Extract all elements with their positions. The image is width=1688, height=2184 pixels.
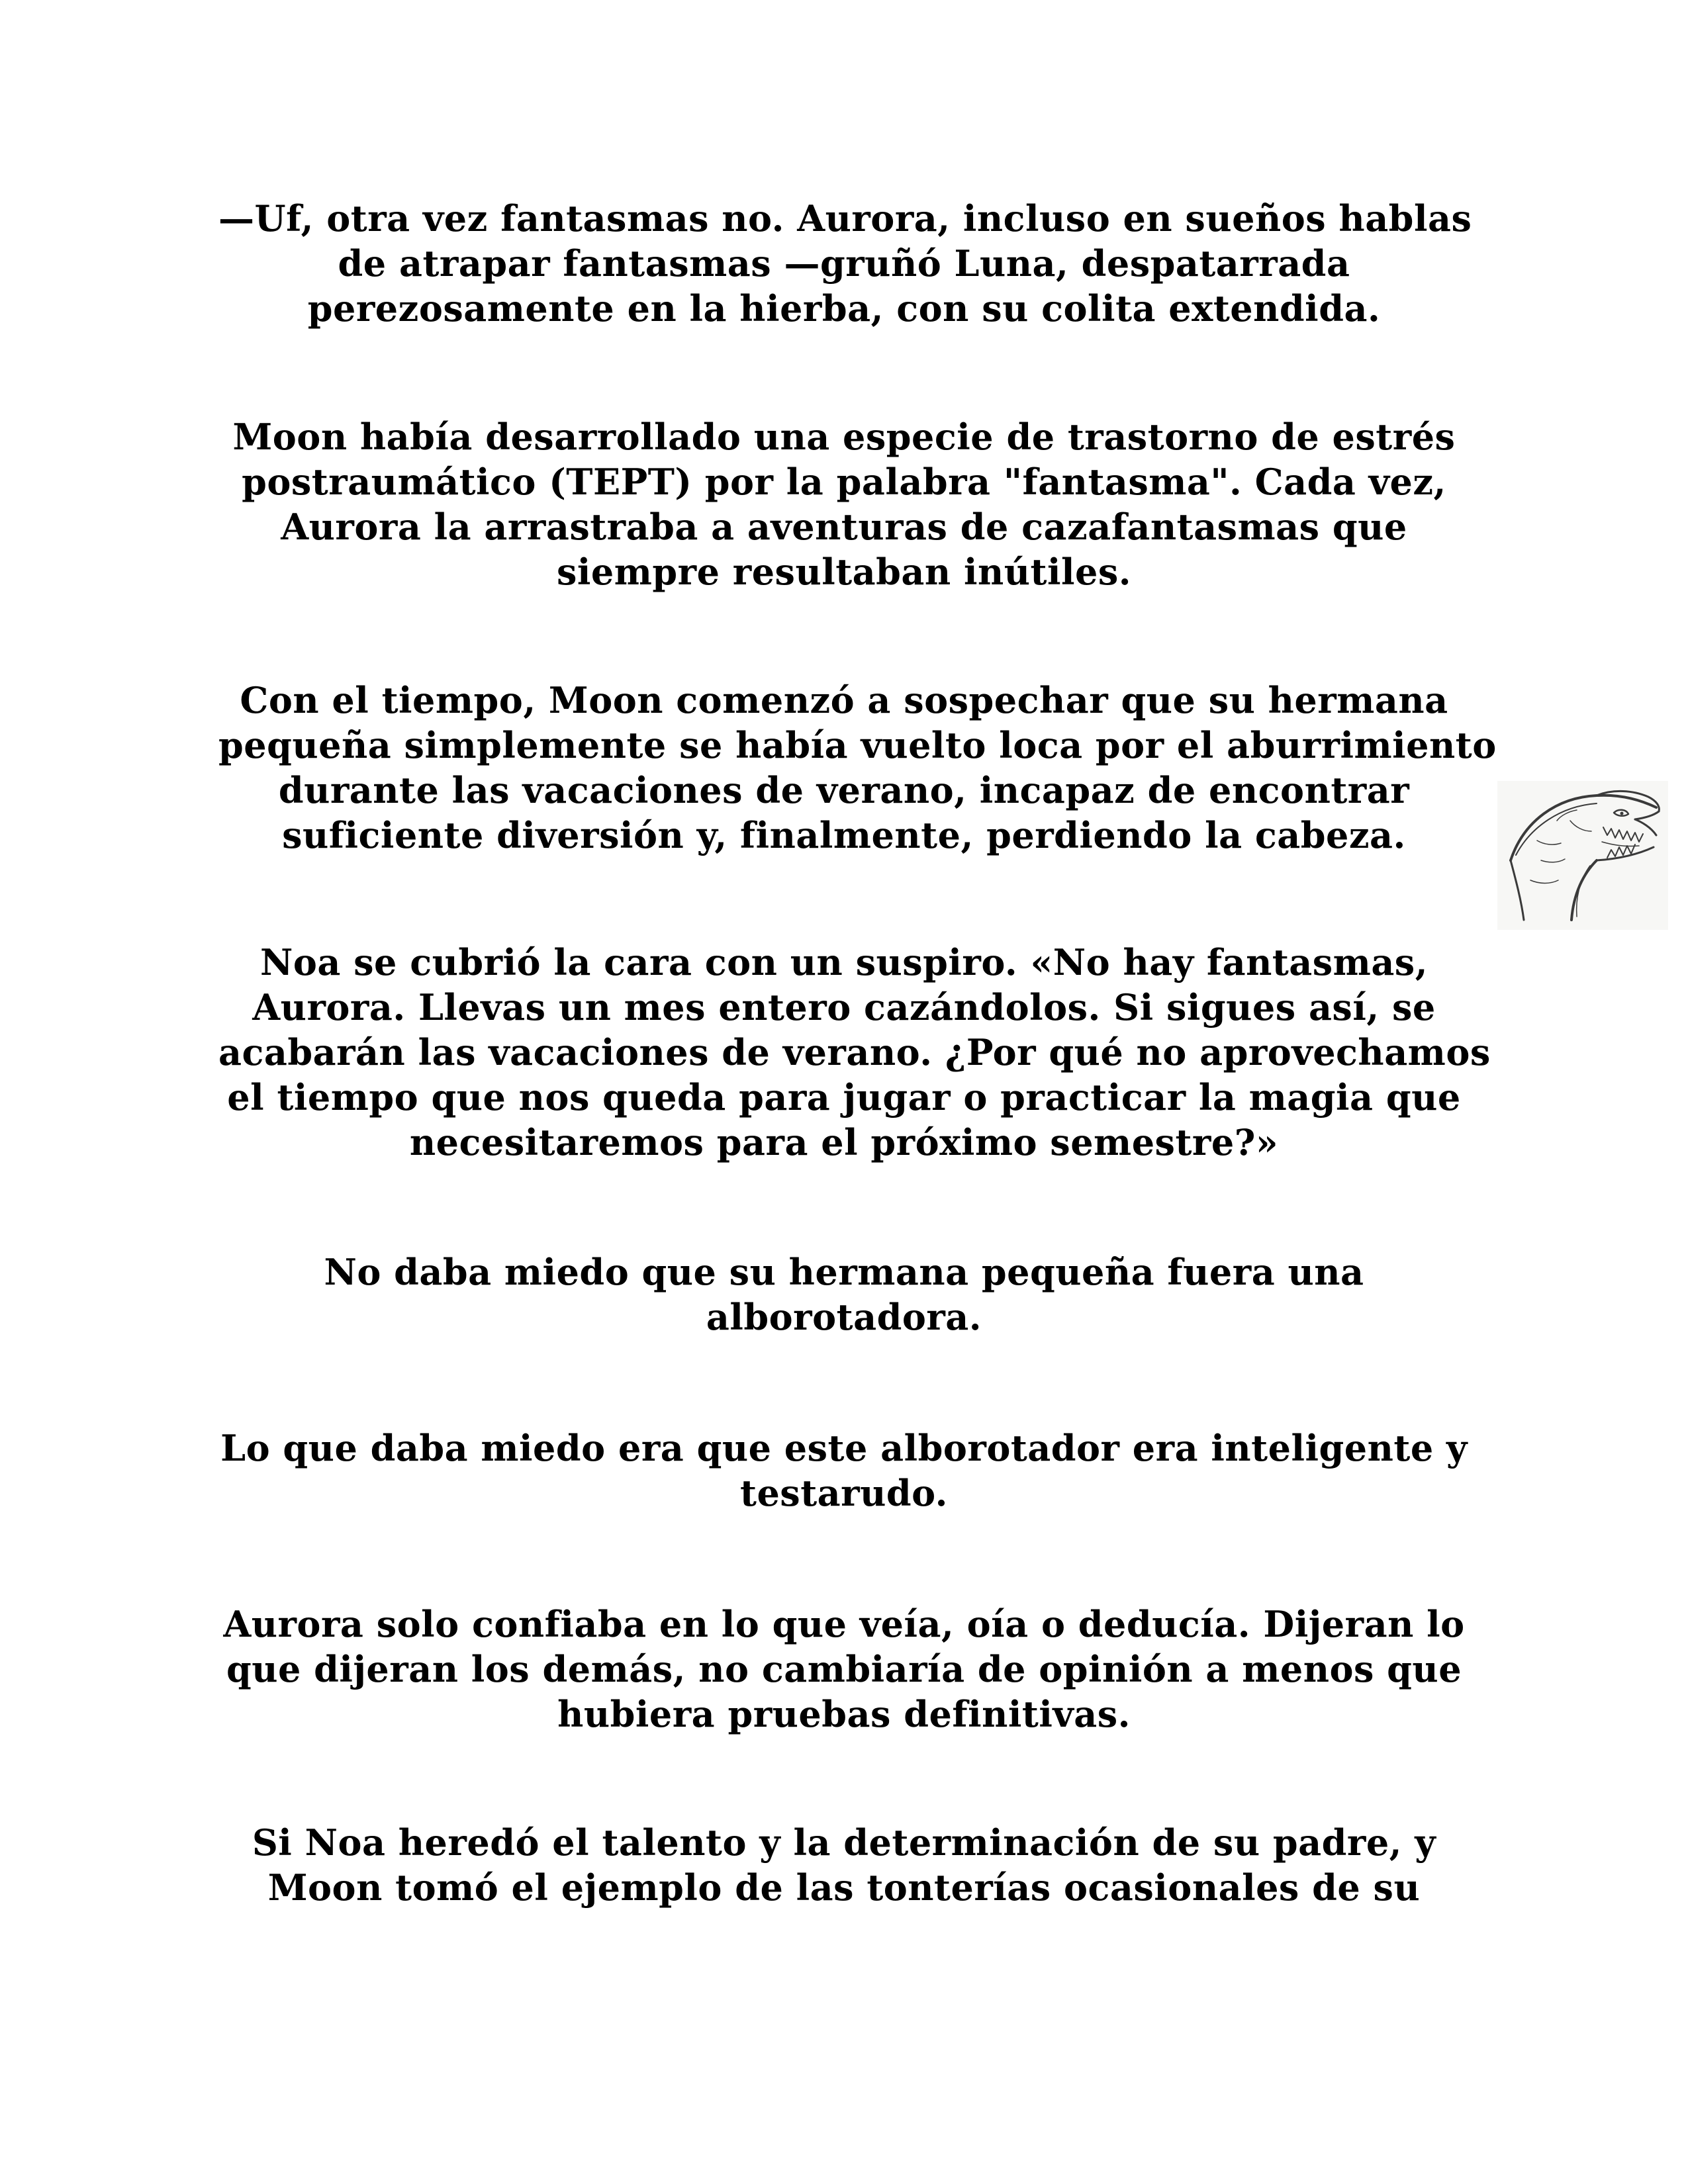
text-line: el tiempo que nos queda para jugar o practicar la magia que <box>227 1076 1461 1118</box>
text-line: —Uf, otra vez fantasmas no. Aurora, incluso en sueños hablas <box>218 197 1472 240</box>
paragraph-4 <box>218 940 1491 1165</box>
text-line: que dijeran los demás, no cambiaría de opinión a menos que <box>226 1648 1462 1690</box>
text-line: Moon había desarrollado una especie de trastorno de estrés <box>232 416 1456 458</box>
text-line: durante las vacaciones de verano, incapaz de encontrar <box>278 769 1410 811</box>
text-line: Noa se cubrió la cara con un suspiro. «No hay fantasmas, <box>259 941 1429 983</box>
text-line: siempre resultaban inútiles. <box>556 551 1132 593</box>
paragraph-3 <box>218 678 1497 858</box>
paragraph-5 <box>218 1250 1470 1340</box>
paragraph-6 <box>218 1426 1470 1516</box>
paragraph-2 <box>218 414 1470 594</box>
text-line: suficiente diversión y, finalmente, perdiendo la cabeza. <box>282 814 1406 856</box>
paragraph-8 <box>218 1820 1470 1910</box>
text-line: Lo que daba miedo era que este alborotador era inteligente y <box>220 1427 1468 1469</box>
text-line: hubiera pruebas definitivas. <box>557 1693 1131 1735</box>
text-line: necesitaremos para el próximo semestre?» <box>409 1121 1279 1163</box>
dinosaur-sketch-drawing <box>1497 781 1668 930</box>
text-line: acabarán las vacaciones de verano. ¿Por qué no aprovechamos <box>218 1031 1491 1073</box>
text-line: Con el tiempo, Moon comenzó a sospechar que su hermana <box>240 679 1448 721</box>
text-line: testarudo. <box>740 1472 948 1514</box>
text-line: pequeña simplemente se había vuelto loca por el aburrimiento <box>218 724 1497 766</box>
text-line: Aurora solo confiaba en lo que veía, oía o deducía. Dijeran lo <box>223 1603 1465 1645</box>
text-line: perezosamente en la hierba, con su colita extendida. <box>307 287 1381 330</box>
text-line: Aurora. Llevas un mes entero cazándolos. Si sigues así, se <box>252 986 1436 1028</box>
text-line: alborotadora. <box>706 1296 982 1338</box>
text-line: Si Noa heredó el talento y la determinación de su padre, y <box>252 1821 1436 1864</box>
text-line: No daba miedo que su hermana pequeña fuera una <box>324 1251 1364 1293</box>
text-line: postraumático (TEPT) por la palabra "fantasma". Cada vez, <box>242 461 1446 503</box>
text-line: Aurora la arrastraba a aventuras de cazafantasmas que <box>281 506 1407 548</box>
dinosaur-head-sketch-icon <box>1497 781 1668 930</box>
paragraph-1 <box>218 196 1470 331</box>
paragraph-7 <box>218 1602 1470 1737</box>
text-line: de atrapar fantasmas —gruñó Luna, despatarrada <box>338 242 1350 285</box>
text-line: Moon tomó el ejemplo de las tonterías ocasionales de su <box>267 1866 1421 1909</box>
